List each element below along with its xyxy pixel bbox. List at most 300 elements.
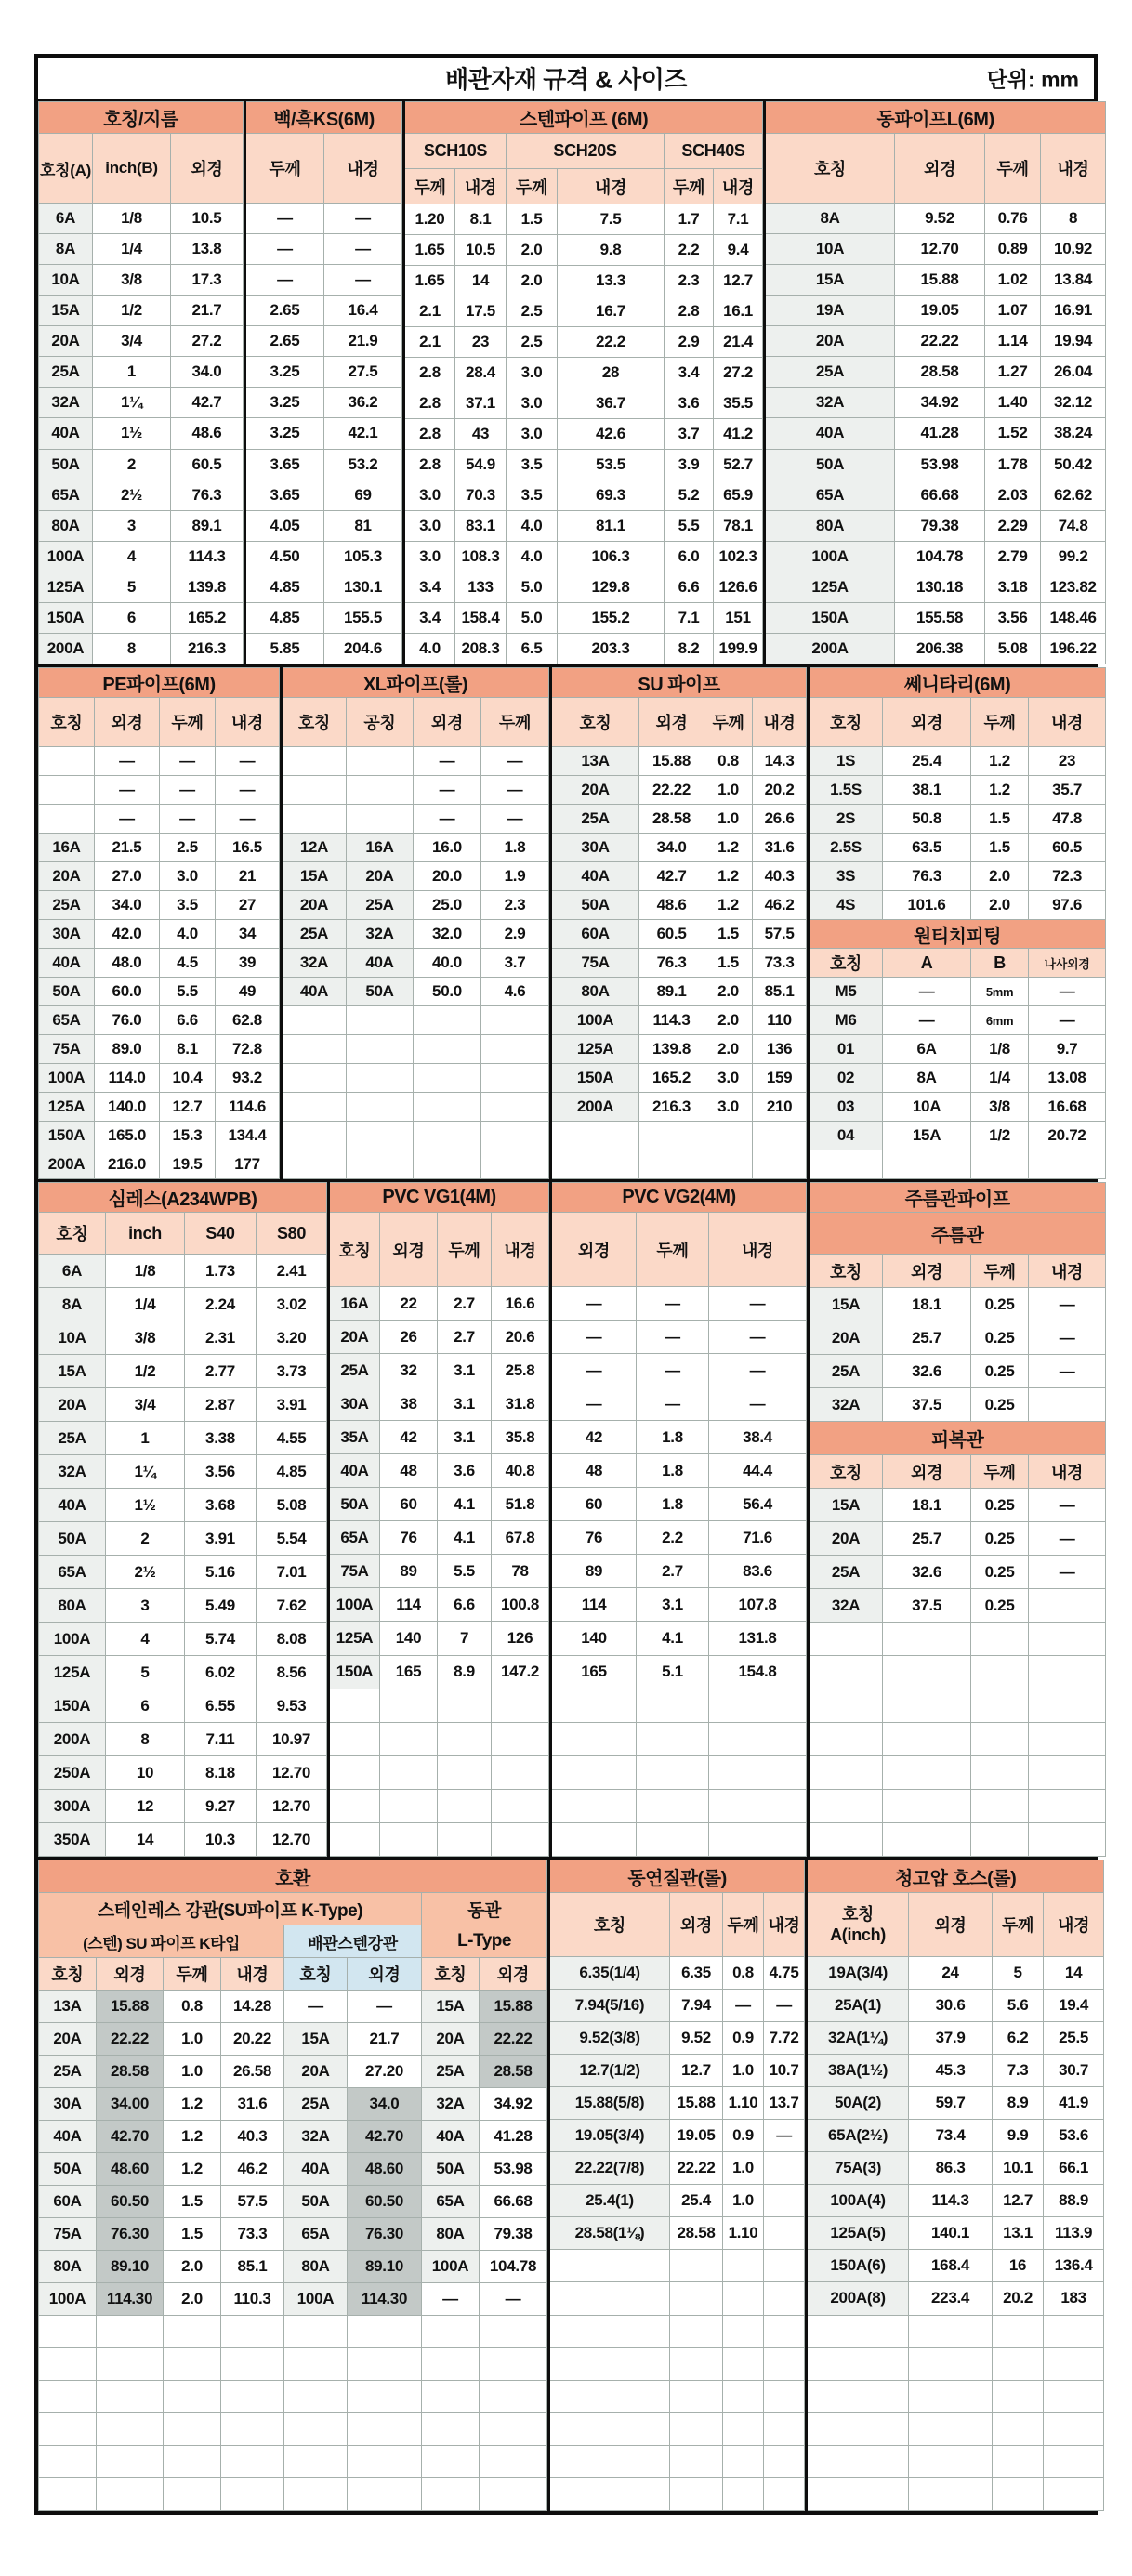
cell: 89.1 <box>639 978 704 1006</box>
cell: 168.4 <box>909 2250 993 2282</box>
col-header: 나사외경 <box>1029 949 1106 978</box>
table-row <box>809 1064 1106 1093</box>
cell: 31.6 <box>753 834 807 862</box>
cell <box>807 2380 909 2412</box>
col-header: 호칭 <box>809 949 883 978</box>
cell: 22.22(7/8) <box>549 2152 670 2185</box>
cell: 20A <box>284 2056 348 2088</box>
cell: 81 <box>324 510 402 541</box>
cell: — <box>216 776 280 805</box>
stainless-pipe-table <box>402 101 763 664</box>
table-row <box>39 449 244 480</box>
cell: 3 <box>93 510 171 541</box>
cell: 1.0 <box>164 2056 221 2088</box>
cell: 75A <box>39 1035 95 1064</box>
cell: 2.2 <box>665 235 714 266</box>
cell: 177 <box>216 1150 280 1179</box>
cell: 40A <box>284 2153 348 2186</box>
col-header: 외경 <box>895 134 985 204</box>
cell <box>993 2315 1044 2347</box>
cell: 20A <box>765 326 895 357</box>
cell: 36.7 <box>558 388 665 419</box>
table-row <box>39 2283 547 2316</box>
cell <box>709 1722 807 1755</box>
cell: 25A <box>284 2088 348 2121</box>
col-header: 두께 <box>993 1893 1044 1957</box>
cell: 9.9 <box>993 2120 1044 2152</box>
cell: 102.3 <box>714 542 763 572</box>
cell: 59.7 <box>909 2087 993 2120</box>
table-row <box>329 1555 549 1588</box>
cell <box>723 2250 764 2282</box>
cell <box>97 2413 164 2446</box>
cell: 27.0 <box>95 862 160 891</box>
cell: 42.70 <box>348 2121 422 2153</box>
cell: 83.1 <box>455 511 507 542</box>
cell: 0.25 <box>971 1288 1029 1321</box>
cell: 6.02 <box>185 1656 257 1689</box>
table-row <box>39 510 244 541</box>
cell: 1.2 <box>704 862 753 891</box>
table-row <box>809 1556 1106 1589</box>
cell: 21 <box>216 862 280 891</box>
table-row <box>39 418 244 449</box>
cell <box>909 2315 993 2347</box>
cell <box>809 1790 883 1823</box>
cell: 65A <box>329 1521 380 1555</box>
cell: 5 <box>993 1957 1044 1990</box>
cell: 32.0 <box>414 920 481 949</box>
col-header: 외경 <box>639 698 704 747</box>
cell: 139.8 <box>171 572 244 602</box>
cell: 21.7 <box>171 296 244 326</box>
table-row <box>809 1723 1106 1756</box>
cell: 15.88 <box>480 1991 547 2023</box>
table-row <box>809 1093 1106 1122</box>
table-row <box>39 1823 327 1857</box>
cell: 37.5 <box>883 1388 971 1422</box>
cell: 35.7 <box>1029 776 1106 805</box>
cell: 2.0 <box>704 1035 753 1064</box>
cell: 3.6 <box>438 1454 492 1488</box>
cell <box>993 2347 1044 2380</box>
cell: 3.9 <box>665 450 714 480</box>
table-row <box>549 2120 805 2152</box>
cell: 0.76 <box>985 204 1041 234</box>
cell: 46.2 <box>221 2153 284 2186</box>
table-row <box>282 1093 549 1122</box>
table-row <box>39 1756 327 1790</box>
cell: 2.0 <box>164 2251 221 2283</box>
cell: 125A <box>39 1656 106 1689</box>
cell <box>329 1755 380 1789</box>
cell: 32 <box>380 1354 438 1387</box>
cell: 10A <box>39 265 93 296</box>
cell: 3.0 <box>507 358 558 388</box>
cell <box>971 1723 1029 1756</box>
cell <box>723 2477 764 2510</box>
table-row <box>551 1655 807 1689</box>
col-header: 외경 <box>551 1213 637 1287</box>
table-row <box>39 2316 547 2348</box>
table-row <box>245 602 402 633</box>
cell: — <box>637 1321 709 1354</box>
cell: 100A(4) <box>807 2185 909 2217</box>
cell: 3S <box>809 862 883 891</box>
table-row <box>809 805 1106 834</box>
cell: 40.3 <box>753 862 807 891</box>
col-header: 내경 <box>221 1958 284 1991</box>
cell: M6 <box>809 1006 883 1035</box>
cell: 4.0 <box>160 920 216 949</box>
cell: 41.9 <box>1044 2087 1104 2120</box>
col-header: 두께 <box>637 1213 709 1287</box>
table-row <box>39 265 244 296</box>
table-row <box>39 541 244 572</box>
cell: — <box>1029 1556 1106 1589</box>
cell: 83.6 <box>709 1555 807 1588</box>
cell <box>807 2445 909 2477</box>
cell <box>723 2412 764 2445</box>
cell <box>282 1064 347 1093</box>
table-row <box>282 1006 549 1035</box>
cell: 32.6 <box>883 1556 971 1589</box>
cell: 65A <box>39 1006 95 1035</box>
table-row <box>39 357 244 388</box>
cell: 41.2 <box>714 419 763 450</box>
cell: 126.6 <box>714 572 763 603</box>
col-header: 두께 <box>507 169 558 204</box>
cell <box>414 1064 481 1093</box>
cell: 78 <box>492 1555 549 1588</box>
cell: 1.2 <box>704 891 753 920</box>
cell: 3.0 <box>704 1093 753 1122</box>
cell <box>809 1823 883 1857</box>
cell: 60 <box>380 1488 438 1521</box>
cell: — <box>709 1354 807 1387</box>
cell <box>347 1035 414 1064</box>
table-row <box>39 805 280 834</box>
cell: — <box>481 805 549 834</box>
cell: 1.2 <box>971 776 1029 805</box>
cell <box>347 776 414 805</box>
cell <box>414 1035 481 1064</box>
table-row <box>39 2251 547 2283</box>
cell: — <box>481 747 549 776</box>
cell <box>709 1789 807 1822</box>
col-header: 두께 <box>971 698 1029 747</box>
cell: 67.8 <box>492 1521 549 1555</box>
cell <box>971 1790 1029 1823</box>
cell: — <box>709 1387 807 1421</box>
col-header: S40 <box>185 1213 257 1255</box>
cell <box>39 747 95 776</box>
cell: 20A <box>551 776 639 805</box>
cell: 20A <box>39 2023 97 2056</box>
cell: 3.7 <box>665 419 714 450</box>
cell: — <box>637 1354 709 1387</box>
cell: 6 <box>93 602 171 633</box>
cell <box>764 2412 805 2445</box>
cell: — <box>1029 978 1106 1006</box>
cell: 28.58 <box>670 2217 723 2250</box>
table-row <box>39 978 280 1006</box>
cell: 2.77 <box>185 1355 257 1388</box>
cell: 76.3 <box>639 949 704 978</box>
cell: 72.3 <box>1029 862 1106 891</box>
cell: 3.02 <box>257 1288 327 1321</box>
cell: 73.3 <box>753 949 807 978</box>
cell: 1.7 <box>665 204 714 235</box>
cell: 0.25 <box>971 1489 1029 1522</box>
cell <box>347 1093 414 1122</box>
col-header: 내경 <box>492 1213 549 1287</box>
table-row <box>329 1655 549 1689</box>
table-row <box>39 776 280 805</box>
cell: 7 <box>438 1622 492 1655</box>
cell: 3.65 <box>245 480 324 510</box>
section-title: PVC VG2(4M) <box>551 1183 807 1213</box>
cell: 1.2 <box>164 2153 221 2186</box>
cell: 54.9 <box>455 450 507 480</box>
table-row <box>39 2446 547 2478</box>
cell: 50A <box>39 1522 106 1556</box>
cell: 3/8 <box>106 1321 185 1355</box>
cell: 60.50 <box>348 2186 422 2218</box>
cell: 101.6 <box>883 891 971 920</box>
cell: 3.56 <box>985 602 1041 633</box>
cell: 48.60 <box>348 2153 422 2186</box>
cell: 2.65 <box>245 296 324 326</box>
table-row <box>404 511 763 542</box>
table-row <box>551 1555 807 1588</box>
cell <box>909 2412 993 2445</box>
cell: 5.2 <box>665 480 714 511</box>
cell <box>883 1790 971 1823</box>
cell: 3.25 <box>245 388 324 418</box>
table-row <box>39 1589 327 1623</box>
cell: 53.5 <box>558 450 665 480</box>
cell: 40A <box>39 1489 106 1522</box>
cell <box>883 1823 971 1857</box>
cell: 75A <box>329 1555 380 1588</box>
cell: 2 <box>93 449 171 480</box>
cell: 1.8 <box>637 1421 709 1454</box>
cell <box>670 2412 723 2445</box>
col-header: 두께 <box>404 169 455 204</box>
cell: 6A <box>883 1035 971 1064</box>
table-row <box>329 1488 549 1521</box>
cell: — <box>216 805 280 834</box>
cell: 31.6 <box>221 2088 284 2121</box>
cell: 3.5 <box>507 450 558 480</box>
cell: 27 <box>216 891 280 920</box>
cell <box>723 2315 764 2347</box>
col-header: 두께 <box>438 1213 492 1287</box>
cell: 34.0 <box>639 834 704 862</box>
table-row <box>39 920 280 949</box>
cell: 1.2 <box>704 834 753 862</box>
cell <box>809 1656 883 1689</box>
cell: 85.1 <box>753 978 807 1006</box>
cell: 37.5 <box>883 1589 971 1623</box>
cell <box>909 2380 993 2412</box>
cell: 30A <box>39 2088 97 2121</box>
cell: 19.05(3/4) <box>549 2120 670 2152</box>
table-row <box>809 1122 1106 1150</box>
cell: 151 <box>714 603 763 634</box>
cell: 3.1 <box>637 1588 709 1622</box>
cell: 22.22 <box>97 2023 164 2056</box>
cell: 1¼ <box>93 388 171 418</box>
cell: 6.55 <box>185 1689 257 1723</box>
cell: 8.18 <box>185 1756 257 1790</box>
sch-group-header: SCH40S <box>665 134 763 169</box>
cell: 40A <box>39 418 93 449</box>
table-row <box>765 296 1106 326</box>
cell <box>282 1093 347 1122</box>
section-title: 원티치피팅 <box>809 920 1106 949</box>
section-title: PE파이프(6M) <box>39 668 280 698</box>
cell: 13.1 <box>993 2217 1044 2250</box>
cell: 4.75 <box>764 1957 805 1990</box>
cell: 23 <box>1029 747 1106 776</box>
cell: 2.0 <box>704 978 753 1006</box>
cell <box>221 2348 284 2381</box>
cell: 110.3 <box>221 2283 284 2316</box>
cell <box>422 2348 480 2381</box>
cell: 21.5 <box>95 834 160 862</box>
cell: 20A <box>282 891 347 920</box>
cell: 2.9 <box>481 920 549 949</box>
table-row <box>39 2381 547 2413</box>
table-row <box>39 1790 327 1823</box>
table-row <box>549 2250 805 2282</box>
cell: 89.1 <box>171 510 244 541</box>
cell: 114 <box>551 1588 637 1622</box>
cell: 150A <box>551 1064 639 1093</box>
cell: 8 <box>106 1723 185 1756</box>
cell <box>637 1822 709 1856</box>
cell <box>329 1689 380 1722</box>
cell: 140 <box>551 1622 637 1655</box>
cell: 2.0 <box>507 235 558 266</box>
table-row <box>39 1422 327 1455</box>
cell <box>883 1723 971 1756</box>
cell: 6.6 <box>665 572 714 603</box>
cell: 158.4 <box>455 603 507 634</box>
cell: 5.74 <box>185 1623 257 1656</box>
cell: 80A <box>551 978 639 1006</box>
cell <box>549 2250 670 2282</box>
cell: 48 <box>551 1454 637 1488</box>
cell: 1.78 <box>985 449 1041 480</box>
table-row <box>404 388 763 419</box>
table-row <box>39 2153 547 2186</box>
cell: 125A <box>765 572 895 602</box>
table-row <box>551 862 807 891</box>
cell: 30A <box>39 920 95 949</box>
table-row <box>404 419 763 450</box>
table-row <box>39 388 244 418</box>
cell: 79.38 <box>895 510 985 541</box>
cell: 125A <box>39 572 93 602</box>
cell <box>282 776 347 805</box>
table-row <box>282 1064 549 1093</box>
cell: 22.22 <box>670 2152 723 2185</box>
table-row <box>39 2023 547 2056</box>
cell: 3.6 <box>665 388 714 419</box>
section-title: PVC VG1(4M) <box>329 1183 549 1213</box>
cell: 6.0 <box>665 542 714 572</box>
table-row <box>809 1522 1106 1556</box>
cell <box>709 1822 807 1856</box>
cell <box>39 2381 97 2413</box>
cell <box>637 1689 709 1722</box>
cell: 1½ <box>106 1489 185 1522</box>
cell: 80A <box>39 510 93 541</box>
cell: 6.6 <box>160 1006 216 1035</box>
cell <box>492 1822 549 1856</box>
table-row <box>551 1287 807 1321</box>
cell: 2.79 <box>985 541 1041 572</box>
table-row <box>39 1455 327 1489</box>
cell: 150A <box>39 1122 95 1150</box>
cell <box>764 2185 805 2217</box>
table-row <box>282 834 549 862</box>
cell: 22 <box>380 1287 438 1321</box>
table-row <box>245 572 402 602</box>
cell <box>282 1122 347 1150</box>
cell: — <box>422 2283 480 2316</box>
cell <box>329 1789 380 1822</box>
col-header: 외경 <box>909 1893 993 1957</box>
table-row <box>549 2380 805 2412</box>
cell: 6.35(1/4) <box>549 1957 670 1990</box>
col-header: 내경 <box>455 169 507 204</box>
cell: 5.49 <box>185 1589 257 1623</box>
cell: 10.4 <box>160 1064 216 1093</box>
col-header: 두께 <box>971 1255 1029 1288</box>
col-header: 공칭 <box>347 698 414 747</box>
subsection-title: L-Type <box>422 1925 547 1958</box>
cell: 200A <box>765 633 895 664</box>
cell: 2.8 <box>665 296 714 327</box>
cell: 0.25 <box>971 1321 1029 1355</box>
table-row <box>39 572 244 602</box>
cell: 200A <box>39 633 93 664</box>
table-row <box>551 1454 807 1488</box>
cell: 76.0 <box>95 1006 160 1035</box>
cell: 1.0 <box>164 2023 221 2056</box>
col-header: 두께 <box>704 698 753 747</box>
cell: 107.8 <box>709 1588 807 1622</box>
cell: 32A <box>809 1589 883 1623</box>
col-header: 외경 <box>883 1255 971 1288</box>
cell: 114.3 <box>171 541 244 572</box>
cell: 4.1 <box>438 1488 492 1521</box>
cell: 19.94 <box>1041 326 1106 357</box>
cell: 183 <box>1044 2282 1104 2315</box>
cell: — <box>551 1287 637 1321</box>
table-row <box>39 1093 280 1122</box>
table-row <box>551 1035 807 1064</box>
cell: 40A <box>347 949 414 978</box>
col-header: 내경 <box>1029 1455 1106 1489</box>
cell <box>670 2250 723 2282</box>
cell: 14.3 <box>753 747 807 776</box>
cell: 16.4 <box>324 296 402 326</box>
